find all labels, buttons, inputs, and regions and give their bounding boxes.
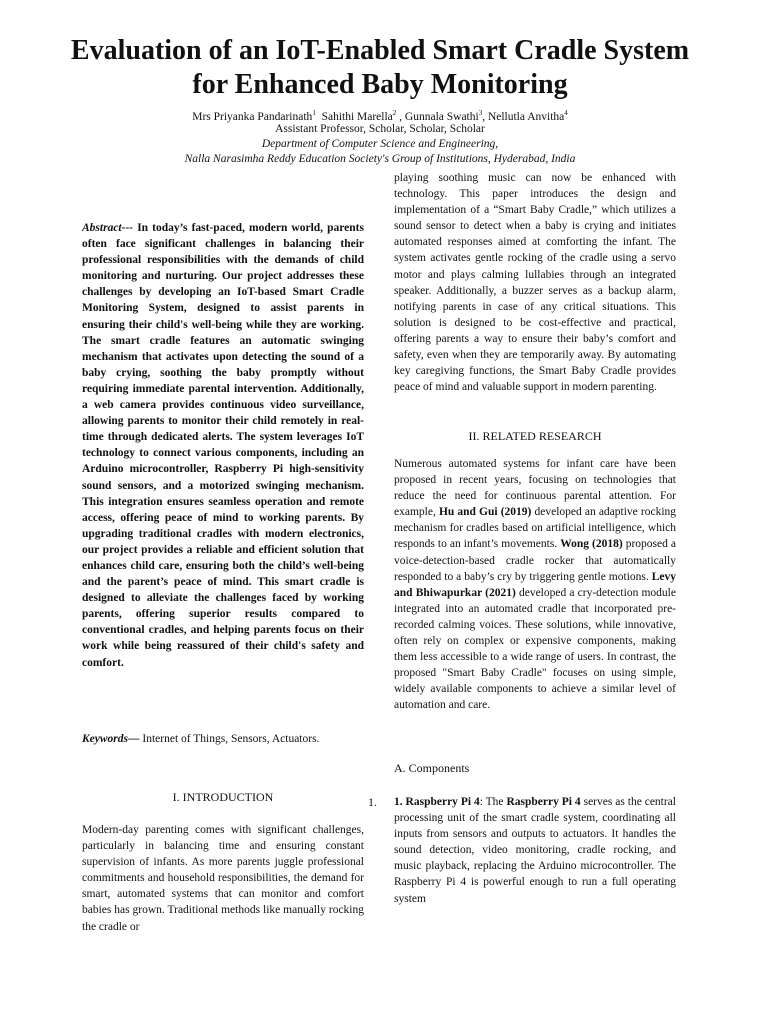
institution: Nalla Narasimha Reddy Education Society's Group of Institutions, Hyderabad, India xyxy=(184,153,576,165)
introduction-paragraph-continued: playing soothing music can now be enhanced with technology. This paper introduces the design and implementation of a “Smart Baby Cradle,” which utilizes a sound sensor to detect when a baby is crying and initiates automated responses aimed at comforting the infant. The system activates gentle rocking of the cradle using a servo motor and plays calming lullabies through an integrated speaker. Additionally, a buzzer serves as a backup alarm, notifying parents in case of any critical situations. This solution is designed to be cost-effective and practical, offering parents a way to ensure their baby’s comfort and safety, even when they are temporarily away. By automating key caregiving functions, the Smart Baby Cradle provides peace of mind and valuable support in modern parenting. xyxy=(394,172,676,394)
keywords xyxy=(82,731,364,747)
author-list: Mrs Priyanka Pandarinath$^1$ Sahithi Marella$^2$ , Gunnala Swathi$^3$, Nellutla Anvitha$^4$ xyxy=(192,109,568,123)
author-affiliation-mark: 1 xyxy=(312,109,316,117)
author-name: Gunnala Swathi xyxy=(404,110,479,123)
component-item-raspberry-pi xyxy=(394,794,676,907)
author-affiliation-mark: 2 xyxy=(392,109,397,117)
author-name: Mrs Priyanka Pandarinath xyxy=(192,110,313,123)
abstract xyxy=(82,220,364,671)
related-text: Numerous automated systems for infant care have been proposed in recent years, focusing on technologies that reduce the need for continuous parental attention. For example, xyxy=(394,458,676,519)
keywords-label: Keywords— xyxy=(82,732,140,745)
component-separator: : The xyxy=(479,796,507,808)
abstract-label: Abstract--- xyxy=(82,222,134,234)
component-name: Raspberry Pi 4 xyxy=(506,796,581,808)
related-text: developed an adaptive rocking mechanism for cradles based on artificial intelligence, which responds to an infant’s movements. xyxy=(394,506,677,551)
author-affiliation-mark: 3 xyxy=(478,109,483,117)
citation: Wong (2018) xyxy=(560,538,623,551)
introduction-paragraph: Modern-day parenting comes with significant challenges, particularly in balancing time and ensuring constant supervision of infants. As more parents juggle professional commitments and household responsibilities, the demand for smart, automated systems that can monitor and comfort babies has grown. Traditional methods like manually rocking the cradle or xyxy=(82,824,364,933)
abstract-text: In today’s fast-paced, modern world, parents often face significant challenges in balancing their professional responsibilities with the demands of child monitoring and nurturing. Our project addresses these challenges by developing an IoT-based Smart Cradle Monitoring System, designed to assist parents in ensuring their child's well-being while they are working. The smart cradle features an automatic swinging mechanism that activates upon detecting the sound of a baby crying, soothing the baby promptly without requiring immediate parental intervention. Additionally, a web camera provides continuous video surveillance, allowing parents to monitor their child remotely in real-time through dedicated alerts. The system leverages IoT technology to connect various components, including an Arduino microcontroller, Raspberry Pi high-sensitivity sound sensors, and a motorized swinging mechanism. This integration ensures seamless operation and remote access, offering peace of mind to working parents. By upgrading traditional cradles with modern electronics, our project provides a reliable and efficient solution that enhances child care, ensuring both the child’s well-being and the parent’s peace of mind. This smart cradle is designed to alleviate the challenges faced by working parents, offering superior results compared to conventional cradles, and helping parents focus on their work while being reassured of their child's safety and comfort. xyxy=(82,222,364,669)
paper-title: Evaluation of an IoT-Enabled Smart Cradle System for Enhanced Baby Monitoring xyxy=(70,35,690,100)
citation: Levy and Bhiwapurkar (2021) xyxy=(394,570,676,599)
subsection-heading-components: A. Components xyxy=(394,761,470,775)
component-label: 1. Raspberry Pi 4 xyxy=(394,796,480,808)
section-heading-introduction: I. INTRODUCTION xyxy=(172,790,274,804)
department: Department of Computer Science and Engineering, xyxy=(261,138,499,150)
related-text: proposed a voice-detection-based cradle rocker that automatically responded to a baby’s cry by triggering gentle motions. xyxy=(394,538,676,583)
component-description: serves as the central processing unit of the smart cradle system, coordinating all inputs from sensors and outputs to actuators. It handles the sound detection, video monitoring, cradle rocking, and music playback, replacing the Arduino microcontroller. The Raspberry Pi 4 is powerful enough to run a full operating system xyxy=(394,796,677,905)
author-name: Sahithi Marella xyxy=(321,110,393,123)
related-text: developed a cry-detection module integrated into an automated cradle that incorporated pre-recorded calming voices. These solutions, while innovative, often rely on complex or expensive components, making them less accessible to a wide range of users. In contrast, the proposed "Smart Baby Cradle" focuses on using simple, widely available components to achieve a similar level of automation and care. xyxy=(394,586,676,712)
author-roles: Assistant Professor, Scholar, Scholar, Scholar xyxy=(275,123,485,135)
author-affiliation-mark: 4 xyxy=(564,109,568,117)
citation: Hu and Gui (2019) xyxy=(438,506,532,519)
list-number: 1. xyxy=(368,795,377,809)
keywords-text: Internet of Things, Sensors, Actuators. xyxy=(139,732,320,745)
related-research-paragraph xyxy=(394,456,676,714)
author-name: Nellutla Anvitha xyxy=(487,110,565,123)
section-heading-related-research: II. RELATED RESEARCH xyxy=(468,429,602,443)
